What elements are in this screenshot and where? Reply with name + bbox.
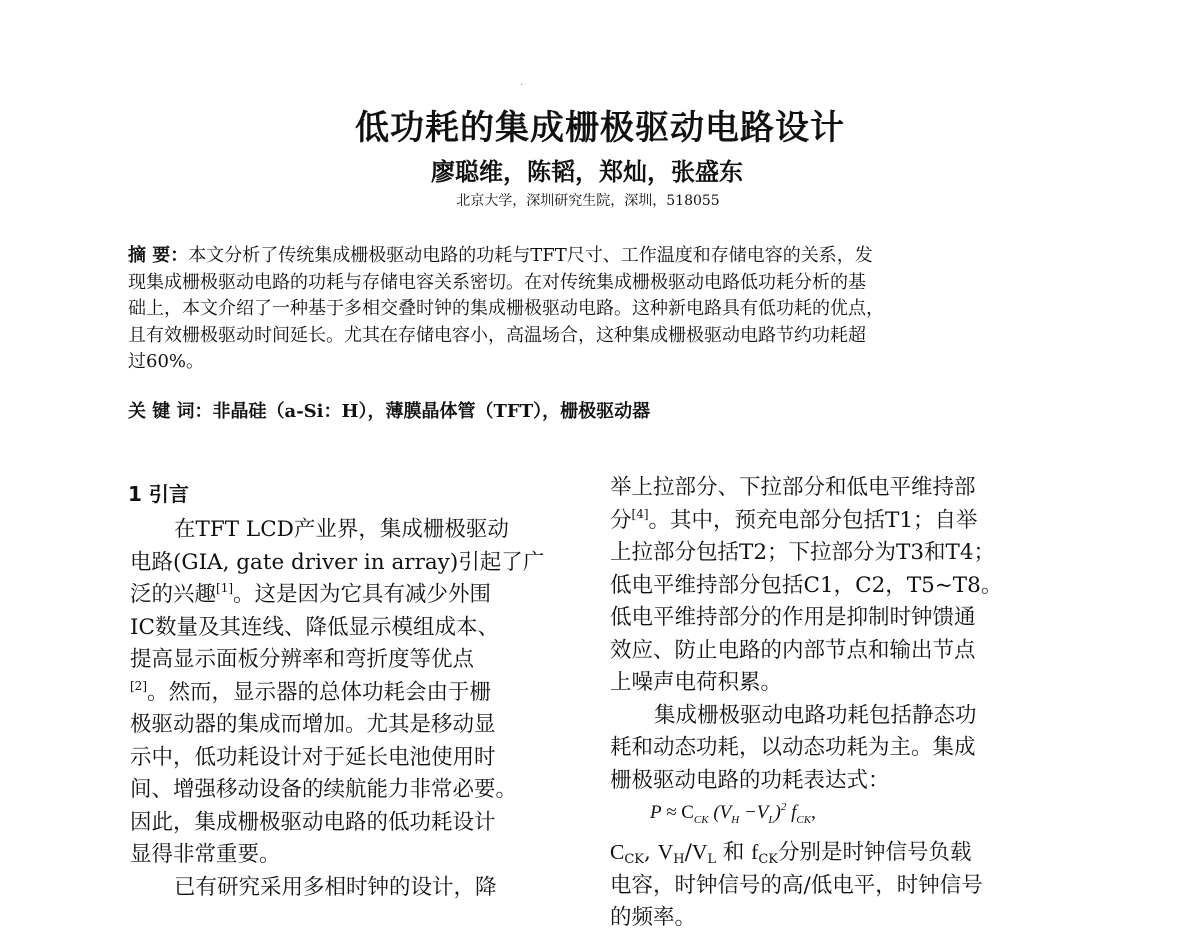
paper-title: 低功耗的集成栅极驱动电路设计 bbox=[355, 108, 845, 148]
body-line: 上噪声电荷积累。 bbox=[610, 670, 783, 695]
body-line: 已有研究采用多相时钟的设计，降 bbox=[174, 874, 497, 900]
abstract-line: 过60%。 bbox=[128, 351, 205, 372]
body-line: 示中，低功耗设计对于延长电池使用时 bbox=[130, 744, 496, 770]
keywords bbox=[128, 400, 650, 424]
body-line: CCK, VH/VL 和 fCK分别是时钟信号负载 bbox=[610, 840, 972, 868]
abstract-line: 础上，本文介绍了一种基于多相交叠时钟的集成栅极驱动电路。这种新电路具有低功耗的优点， bbox=[128, 298, 884, 319]
body-line: 间、增强移动设备的续航能力非常必要。 bbox=[130, 777, 518, 802]
section-heading-introduction: 1 引言 bbox=[128, 482, 189, 506]
body-line: 在TFT LCD产业界，集成栅极驱动 bbox=[174, 517, 509, 542]
citation-ref[interactable]: [1] bbox=[216, 581, 234, 595]
right-column bbox=[610, 472, 1055, 935]
abstract-line: 现集成栅极驱动电路的功耗与存储电容关系密切。在对传统集成栅极驱动电路低功耗分析的基 bbox=[128, 271, 866, 293]
power-formula: $P \approx C_{CK}$ $(V_H -V_L)^2$ $f_{CK}$, bbox=[650, 801, 816, 826]
body-line: 栅极驱动电路的功耗表达式： bbox=[610, 767, 890, 793]
body-line: 电容，时钟信号的高/低电平，时钟信号 bbox=[610, 872, 983, 898]
body-line: 因此，集成栅极驱动电路的低功耗设计 bbox=[130, 809, 496, 835]
body-line: 集成栅极驱动电路功耗包括静态功 bbox=[654, 702, 977, 728]
left-column bbox=[130, 514, 570, 904]
body-line: [2]。然而，显示器的总体功耗会由于栅 bbox=[130, 678, 492, 705]
abstract-line: 且有效栅极驱动时间延长。尤其在存储电容小，高温场合，这种集成栅极驱动电路节约功耗超 bbox=[128, 324, 866, 346]
body-line: IC数量及其连线、降低显示模组成本、 bbox=[130, 614, 499, 640]
body-line: 电路(GIA, gate driver in array)引起了广 bbox=[130, 549, 545, 575]
body-line: 显得非常重要。 bbox=[130, 842, 281, 867]
body-line: 上拉部分包括T2；下拉部分为T3和T4； bbox=[610, 540, 996, 565]
abstract-line: 摘 要：本文分析了传统集成栅极驱动电路的功耗与TFT尺寸、工作温度和存储电容的关系，发 bbox=[128, 245, 873, 266]
abstract-label: 摘 要： bbox=[128, 245, 189, 266]
body-line: 低电平维持部分的作用是抑制时钟馈通 bbox=[610, 605, 976, 630]
citation-ref[interactable]: [2] bbox=[130, 678, 147, 693]
body-line: 效应、防止电路的内部节点和输出节点 bbox=[610, 637, 976, 663]
body-line: 低电平维持部分包括C1，C2，T5~T8。 bbox=[610, 572, 1003, 598]
paper-authors: 廖聪维，陈韬，郑灿，张盛东 bbox=[431, 158, 743, 186]
body-line: 分[4]。其中，预充电部分包括T1；自举 bbox=[610, 506, 978, 533]
keywords-text: 非晶硅（a-Si：H），薄膜晶体管（TFT），栅极驱动器 bbox=[212, 401, 651, 422]
body-line: 耗和动态功耗，以动态功耗为主。集成 bbox=[610, 735, 976, 760]
body-line: 提高显示面板分辨率和弯折度等优点 bbox=[130, 647, 475, 672]
body-line: 极驱动器的集成而增加。尤其是移动显 bbox=[130, 712, 496, 737]
body-line: 的频率。 bbox=[610, 905, 697, 931]
body-line: 举上拉部分、下拉部分和低电平维持部 bbox=[610, 475, 976, 500]
body-line: 泛的兴趣[1]。这是因为它具有减少外围 bbox=[130, 581, 492, 607]
abstract bbox=[128, 243, 1056, 376]
paper-affiliation: 北京大学，深圳研究生院，深圳，518055 bbox=[456, 193, 720, 209]
scan-artifact bbox=[521, 84, 522, 85]
keywords-label: 关 键 词： bbox=[128, 401, 213, 422]
citation-ref[interactable]: [4] bbox=[631, 506, 649, 521]
